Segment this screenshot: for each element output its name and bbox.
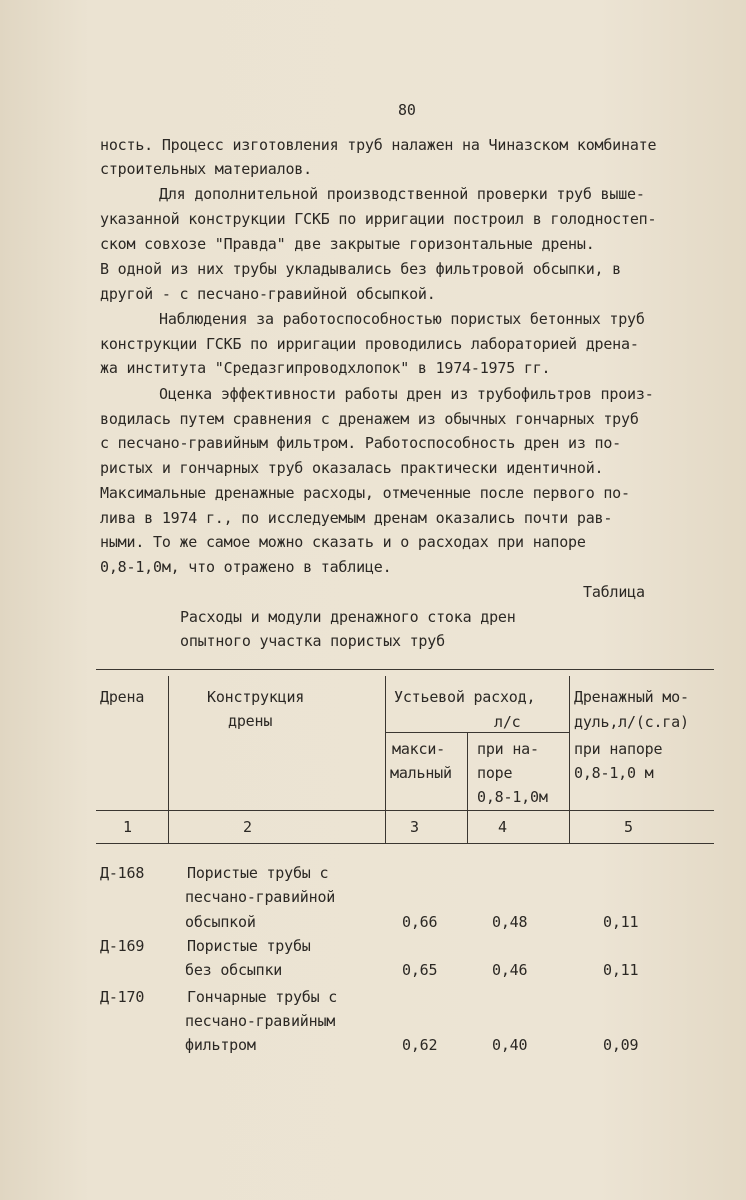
header-drain: Дрена	[100, 688, 145, 706]
table-row-drain: Д-169	[100, 937, 145, 955]
col-number: 4	[498, 818, 507, 836]
paragraph-line: конструкции ГСКБ по ирригации проводились лабораторией дрена-	[100, 335, 639, 353]
col-number: 1	[123, 818, 132, 836]
header-module: Дренажный мо-	[574, 688, 689, 706]
col-number: 3	[410, 818, 419, 836]
paragraph-line: ными. То же самое можно сказать и о расходах при напоре	[100, 533, 586, 551]
table-row-construction: песчано-гравийной	[185, 888, 336, 906]
table-label: Таблица	[583, 583, 645, 601]
table-top-rule	[96, 669, 714, 670]
table-row-module: 0,11	[603, 913, 639, 931]
paragraph-line: ристых и гончарных труб оказалась практически идентичной.	[100, 459, 604, 477]
table-row-module: 0,09	[603, 1036, 639, 1054]
paragraph-line: Для дополнительной производственной проверки труб выше-	[159, 185, 645, 203]
table-row-construction: Пористые трубы	[187, 937, 311, 955]
paragraph-line: Максимальные дренажные расходы, отмеченные после первого по-	[100, 484, 630, 502]
table-row-pressure: 0,46	[492, 961, 528, 979]
col-divider-2	[385, 676, 386, 843]
paragraph-line: Оценка эффективности работы дрен из трубофильтров произ-	[159, 385, 654, 403]
paragraph-line: ском совхозе "Правда" две закрытые горизонтальные дрены.	[100, 235, 595, 253]
header-bottom-rule	[96, 810, 714, 811]
col-divider-1	[168, 676, 169, 843]
header-construction: Конструкция	[207, 688, 305, 706]
header-discharge: Устьевой расход,	[394, 688, 536, 706]
col-number: 5	[624, 818, 633, 836]
paragraph-line: водилась путем сравнения с дренажем из обычных гончарных труб	[100, 410, 639, 428]
table-row-drain: Д-170	[100, 988, 145, 1006]
header-pressure: поре	[477, 764, 513, 782]
col-divider-3	[467, 732, 468, 843]
header-module: при напоре	[574, 740, 663, 758]
paragraph-line: жа института "Средазгипроводхлопок" в 1974-1975 гг.	[100, 359, 551, 377]
paragraph-line: В одной из них трубы укладывались без фильтровой обсыпки, в	[100, 260, 622, 278]
table-row-max: 0,62	[402, 1036, 438, 1054]
table-caption-line: Расходы и модули дренажного стока дрен	[180, 608, 516, 626]
paragraph-line: Наблюдения за работоспособностью пористых бетонных труб	[159, 310, 645, 328]
paragraph-line: лива в 1974 г., по исследуемым дренам оказались почти рав-	[100, 509, 613, 527]
header-construction: дрены	[228, 712, 273, 730]
header-pressure: 0,8-1,0м	[477, 788, 548, 806]
table-row-drain: Д-168	[100, 864, 145, 882]
table-caption-line: опытного участка пористых труб	[180, 632, 445, 650]
header-module: 0,8-1,0 м	[574, 764, 654, 782]
table-row-construction: обсыпкой	[185, 913, 256, 931]
number-row-rule	[96, 843, 714, 844]
header-max: мальный	[390, 764, 452, 782]
paragraph-line: с песчано-гравийным фильтром. Работоспособность дрен из по-	[100, 434, 622, 452]
paragraph-line: 0,8-1,0м, что отражено в таблице.	[100, 558, 392, 576]
header-module: дуль,л/(с.га)	[574, 713, 689, 731]
table-row-pressure: 0,40	[492, 1036, 528, 1054]
paragraph-line: указанной конструкции ГСКБ по ирригации построил в голодностеп-	[100, 210, 657, 228]
paragraph-line: ность. Процесс изготовления труб налажен на Чиназском комбинате	[100, 136, 657, 154]
table-row-construction: Гончарные трубы с	[187, 988, 338, 1006]
table-row-module: 0,11	[603, 961, 639, 979]
table-row-construction: без обсыпки	[185, 961, 283, 979]
col-divider-4	[569, 676, 570, 843]
table-row-max: 0,66	[402, 913, 438, 931]
page-number: 80	[398, 101, 416, 119]
table-row-construction: Пористые трубы с	[187, 864, 329, 882]
table-row-pressure: 0,48	[492, 913, 528, 931]
discharge-sub-rule	[385, 732, 569, 733]
table-row-construction: песчано-гравийным	[185, 1012, 336, 1030]
col-number: 2	[243, 818, 252, 836]
paragraph-line: другой - с песчано-гравийной обсыпкой.	[100, 285, 436, 303]
header-max: макси-	[392, 740, 445, 758]
header-pressure: при на-	[477, 740, 539, 758]
paragraph-line: строительных материалов.	[100, 160, 312, 178]
header-discharge: л/с	[494, 713, 521, 731]
table-row-construction: фильтром	[185, 1036, 256, 1054]
table-row-max: 0,65	[402, 961, 438, 979]
